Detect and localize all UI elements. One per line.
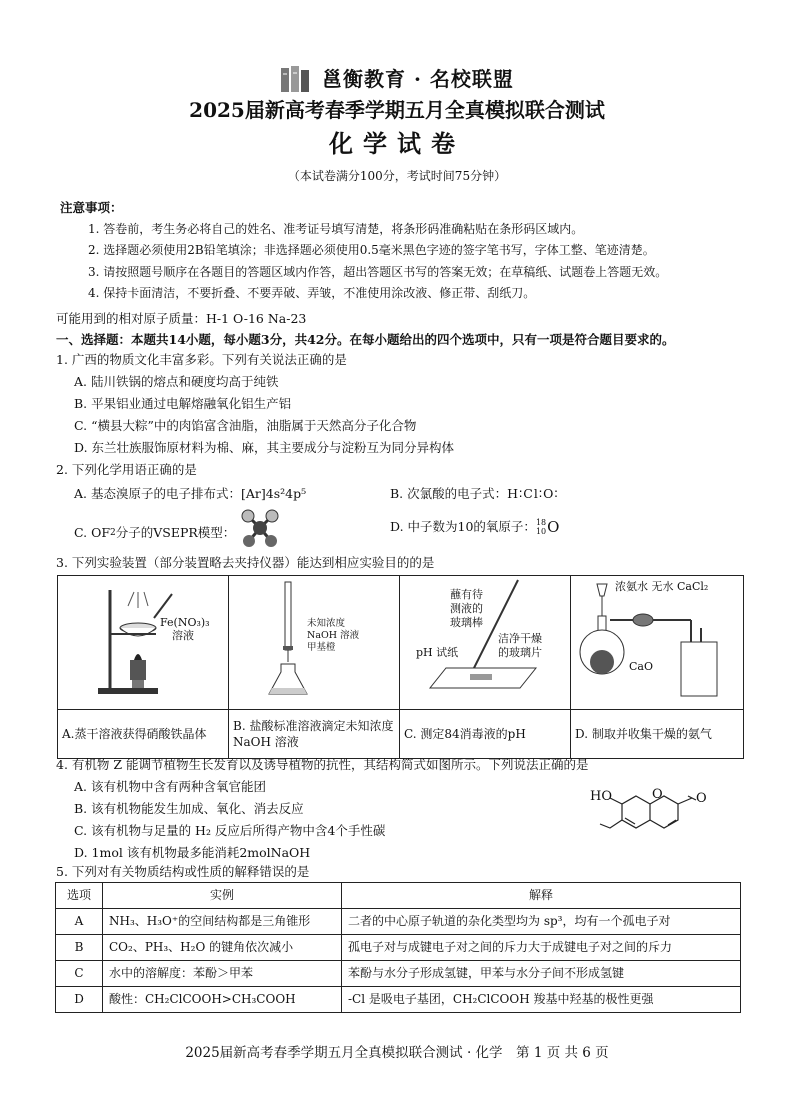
notice-item: 4. 保持卡面清洁，不要折叠、不要弄破、弄皱，不准使用涂改液、修正带、刮纸刀。	[88, 286, 536, 300]
notice-item: 3. 请按照题号顺序在各题目的答题区域内作答，超出答题区书写的答案无效；在草稿纸、试题卷上答题无效。	[88, 265, 668, 279]
q3-c-plate-label	[498, 632, 542, 660]
q2-a-label: A. 基态溴原子的电子排布式：	[74, 486, 241, 501]
header-example: 实例	[103, 883, 342, 909]
q1-option-a: A. 陆川铁锅的熔点和硬度均高于纯铁	[74, 374, 279, 389]
q1-option-b: B. 平果铝业通过电解熔融氧化铝生产铝	[74, 396, 292, 411]
ammonia-apparatus-icon	[571, 576, 743, 704]
q2-d-label: D. 中子数为10的氧原子：	[390, 518, 536, 534]
q3-image-b	[229, 576, 400, 710]
q3-d-label-3: CaO	[629, 660, 653, 673]
q3-b-label-3: 甲基橙	[307, 642, 336, 653]
q3-c-label-1: 蘸有待	[450, 588, 483, 601]
nuclide-number: 10	[535, 527, 547, 537]
row-option: A	[56, 909, 103, 935]
q3-c-label-3: 玻璃棒	[450, 616, 483, 629]
table-row	[56, 987, 741, 1013]
q3-stem: 3. 下列实验装置（部分装置略去夹持仪器）能达到相应实验目的的是	[56, 555, 435, 570]
notices-heading: 注意事项：	[60, 200, 123, 215]
q4-option-c: C. 该有机物与足量的 H₂ 反应后所得产物中含4个手性碳	[74, 823, 386, 838]
q2-option-a	[74, 486, 306, 503]
q3-a-sol-1: Fe(NO₃)₃	[160, 616, 210, 629]
q2-c-label-post: 分子的VSEPR模型：	[115, 524, 236, 540]
header-org	[0, 64, 794, 94]
row-option: D	[56, 987, 103, 1013]
coumarin-structure-icon	[588, 782, 748, 844]
q2-option-d	[390, 517, 559, 537]
q3-c-label-5: 洁净干燥	[498, 632, 542, 645]
q3-c-rod-label	[450, 588, 483, 630]
subject-title: 化学试卷	[329, 129, 465, 158]
section-heading	[56, 332, 675, 349]
q3-image-c	[400, 576, 571, 710]
q3-option-c: C. 测定84消毒液的pH	[400, 709, 571, 758]
q4-option-b: B. 该有机物能发生加成、氧化、消去反应	[74, 801, 304, 816]
q3-a-sol-2: 溶液	[172, 629, 194, 642]
row-explanation: 孤电子对与成键电子对之间的斥力大于成键电子对之间的斥力	[342, 935, 741, 961]
q3-b-label-2: NaOH 溶液	[307, 630, 360, 641]
row-option: C	[56, 961, 103, 987]
q2-c-label-sub: 2	[110, 527, 116, 538]
page-footer: 2025届新高考春季学期五月全真模拟联合测试 · 化学 第 1 页 共 6 页	[185, 1045, 609, 1061]
q3-d-label-2: 无水 CaCl₂	[651, 580, 709, 593]
struct-ring-o: O	[652, 787, 663, 802]
q3-c-label-2: 测液的	[450, 602, 483, 615]
q3-d-top-labels	[615, 580, 708, 595]
struct-carbonyl-o: O	[696, 791, 707, 806]
header-explanation: 解释	[342, 883, 741, 909]
q1-option-c: C. “横县大粽”中的肉馅富含油脂，油脂属于天然高分子化合物	[74, 418, 417, 433]
q3-option-b: B. 盐酸标准溶液滴定未知浓度 NaOH 溶液	[229, 709, 400, 758]
nuclide-mass: 18	[535, 518, 547, 528]
header-option: 选项	[56, 883, 103, 909]
row-explanation: 苯酚与水分子形成氢键，甲苯与水分子间不形成氢键	[342, 961, 741, 987]
q2-a-formula: [Ar]4s²4p⁵	[240, 486, 307, 501]
table-row	[56, 961, 741, 987]
q3-c-label-6: 的玻璃片	[498, 646, 542, 659]
notice-item: 2. 选择题必须使用2B铅笔填涂；非选择题必须使用0.5毫米黑色字迹的签字笔书写，字体工整、笔迹清楚。	[88, 243, 655, 257]
row-example: 酸性：CH₂ClCOOH>CH₃COOH	[103, 987, 342, 1013]
nuclide-symbol: O	[547, 518, 560, 536]
q5-stem: 5. 下列对有关物质结构或性质的解释错误的是	[56, 864, 310, 879]
table-row	[56, 909, 741, 935]
q3-table	[57, 575, 744, 759]
struct-ho: HO	[590, 789, 612, 804]
table-header-row	[56, 883, 741, 909]
q3-a-solution-label	[160, 616, 210, 642]
q3-d-label-1: 浓氨水	[615, 580, 648, 593]
table-row	[56, 935, 741, 961]
row-explanation: -Cl 是吸电子基团，CH₂ClCOOH 羧基中羟基的极性更强	[342, 987, 741, 1013]
q2-c-label-pre: C. OF	[74, 524, 110, 540]
q4-structure	[588, 782, 748, 844]
exam-title: 2025届新高考春季学期五月全真模拟联合测试	[189, 98, 605, 122]
org-name: 邕衡教育 · 名校联盟	[322, 66, 514, 91]
row-explanation: 二者的中心原子轨道的杂化类型均为 sp³，均有一个孤电子对	[342, 909, 741, 935]
row-example: 水中的溶解度：苯酚＞甲苯	[103, 961, 342, 987]
q3-image-d	[571, 576, 744, 710]
section-desc: 本题共14小题，每小题3分，共42分。在每小题给出的四个选项中，只有一项是符合题目要求的。	[131, 332, 675, 347]
row-example: CO₂、PH₃、H₂O 的键角依次减小	[103, 935, 342, 961]
q3-b-label-1: 未知浓度	[307, 618, 346, 629]
q4-option-a: A. 该有机物中含有两种含氧官能团	[74, 779, 266, 794]
q4-stem: 4. 有机物 Z 能调节植物生长发育以及诱导植物的抗性，其结构简式如图所示。下列说法正确的是	[56, 757, 589, 772]
q3-option-d: D. 制取并收集干燥的氨气	[571, 709, 744, 758]
q1-stem: 1. 广西的物质文化丰富多彩。下列有关说法正确的是	[56, 352, 347, 367]
row-example: NH₃、H₃O⁺的空间结构都是三角锥形	[103, 909, 342, 935]
q2-option-c	[74, 517, 281, 549]
section-prefix: 一、选择题：	[56, 332, 132, 347]
nuclide-notation	[536, 518, 546, 536]
q2-b-label: B. 次氯酸的电子式：	[390, 486, 508, 501]
ph-test-apparatus-icon	[400, 576, 570, 704]
q2-stem: 2. 下列化学用语正确的是	[56, 462, 197, 477]
q3-image-a	[58, 576, 229, 710]
q4-option-d: D. 1mol 该有机物最多能消耗2molNaOH	[74, 845, 311, 860]
q1-option-d: D. 东兰壮族服饰原材料为棉、麻，其主要成分与淀粉互为同分异构体	[74, 440, 455, 455]
q2-b-formula: H∶Cl∶O∶	[507, 486, 559, 501]
q3-option-a: A.蒸干溶液获得硝酸铁晶体	[58, 709, 229, 758]
exam-info: （本试卷满分100分，考试时间75分钟）	[287, 169, 507, 183]
atomic-mass: 可能用到的相对原子质量：H-1 O-16 Na-23	[56, 311, 307, 326]
row-option: B	[56, 935, 103, 961]
notice-item: 1. 答卷前，考生务必将自己的姓名、准考证号填写清楚，将条形码准确粘贴在条形码区域内。	[88, 222, 584, 236]
q3-b-labels	[307, 618, 359, 654]
q5-table	[55, 882, 741, 1013]
vsepr-model-icon	[239, 507, 281, 549]
logo-icon	[280, 64, 314, 94]
q3-c-label-4: pH 试纸	[416, 646, 459, 659]
q2-option-b	[390, 486, 559, 503]
